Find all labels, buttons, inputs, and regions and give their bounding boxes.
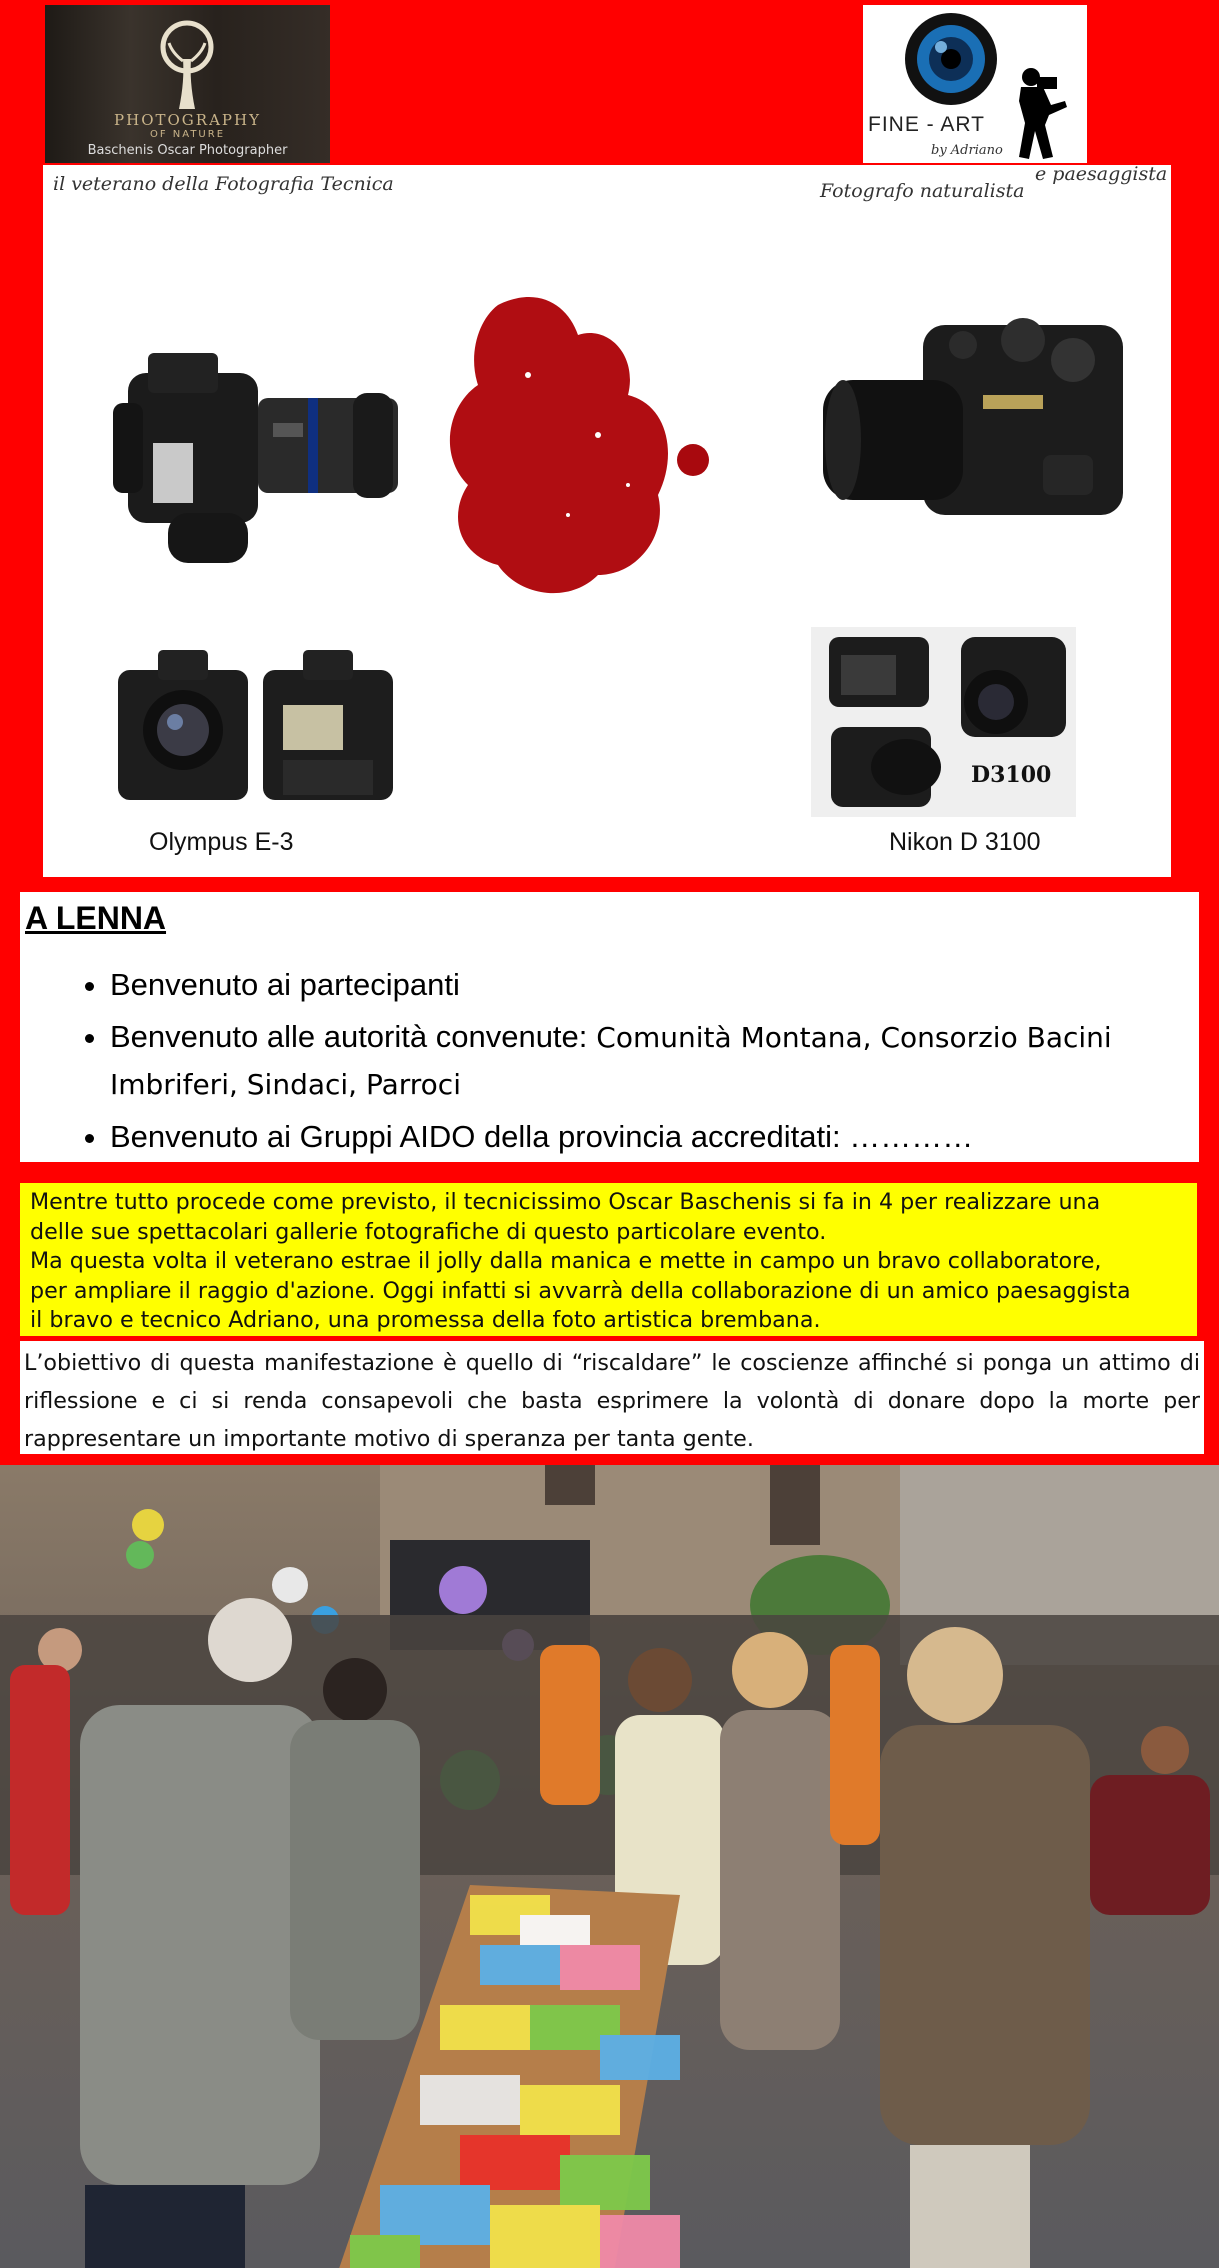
tag-landscape: e paesaggista bbox=[1035, 163, 1168, 185]
welcome-item-main: Benvenuto alle autorità convenute: bbox=[110, 1019, 588, 1054]
nikon-d3100-views-image bbox=[811, 627, 1076, 817]
red-splash-image bbox=[428, 285, 728, 605]
welcome-list bbox=[60, 962, 1219, 1166]
olympus-front-back-image bbox=[113, 645, 448, 805]
olympus-camera-image bbox=[108, 343, 408, 568]
welcome-item-aido-groups bbox=[110, 1114, 1219, 1160]
event-crowd-photo bbox=[0, 1465, 1219, 2268]
welcome-item-main: Benvenuto ai Gruppi AIDO della provincia accreditati: bbox=[110, 1119, 841, 1154]
nikon-d3100-collage bbox=[811, 627, 1076, 817]
fine-art-brand: FINE - ART bbox=[868, 113, 985, 136]
lenna-title: A LENNA bbox=[25, 900, 167, 936]
cameras-panel bbox=[43, 165, 1171, 877]
objective-panel bbox=[20, 1341, 1204, 1454]
photographer-silhouette-icon bbox=[993, 65, 1083, 163]
logo-subtitle: OF NATURE bbox=[149, 129, 226, 140]
tag-naturalist: Fotografo naturalista bbox=[820, 180, 1025, 202]
objective-text: L’obiettivo di questa manifestazione è quello di “riscaldare” le coscienze affinché si ponga un attimo di riflessione e ci si renda consapevoli che basta esprimere la volontà di donare dopo la morte per rappresentare un importante motivo di speranza per tanta gente. bbox=[24, 1350, 1200, 1452]
tree-logo-icon bbox=[157, 19, 217, 109]
olympus-label: Olympus E-3 bbox=[149, 828, 294, 856]
welcome-item-extra: Comunità Montana, Consorzio Bacini Imbriferi, Sindaci, Parroci bbox=[110, 1021, 1112, 1101]
welcome-item-extra: ………… bbox=[840, 1119, 974, 1154]
welcome-item-participants bbox=[110, 962, 1219, 1008]
collaboration-notice bbox=[20, 1183, 1197, 1336]
collaboration-text: Mentre tutto procede come previsto, il tecnicissimo Oscar Baschenis si fa in 4 per realizzare una delle sue spettacolari gallerie fotografiche di questo particolare evento. Ma questa volta il veterano estrae il jolly dalla manica e mette in campo un bravo collaboratore, per ampliare il raggio d'azione. Oggi infatti si avvarrà della collaborazione di un amico paesaggista il bravo e tecnico Adriano, una promessa della foto artistica brembana. bbox=[30, 1189, 1131, 1333]
logo-title: PHOTOGRAPHY bbox=[114, 111, 261, 129]
tagline: il veterano della Fotografia Tecnica bbox=[53, 173, 394, 195]
welcome-item-authorities bbox=[110, 1014, 1219, 1108]
d3100-badge: D3100 bbox=[971, 762, 1052, 788]
welcome-item-main: Benvenuto ai partecipanti bbox=[110, 967, 460, 1002]
fine-art-logo bbox=[863, 5, 1087, 163]
nikon-label: Nikon D 3100 bbox=[889, 828, 1041, 856]
logo-photographer: Baschenis Oscar Photographer bbox=[87, 143, 288, 158]
crowd-scene-image bbox=[0, 1465, 1219, 2268]
lens-icon bbox=[901, 11, 1001, 111]
fine-art-by: by Adriano bbox=[931, 143, 1003, 158]
photography-of-nature-logo bbox=[45, 5, 330, 163]
nikon-camera-image bbox=[823, 305, 1133, 535]
lenna-welcome-panel bbox=[20, 892, 1199, 1162]
